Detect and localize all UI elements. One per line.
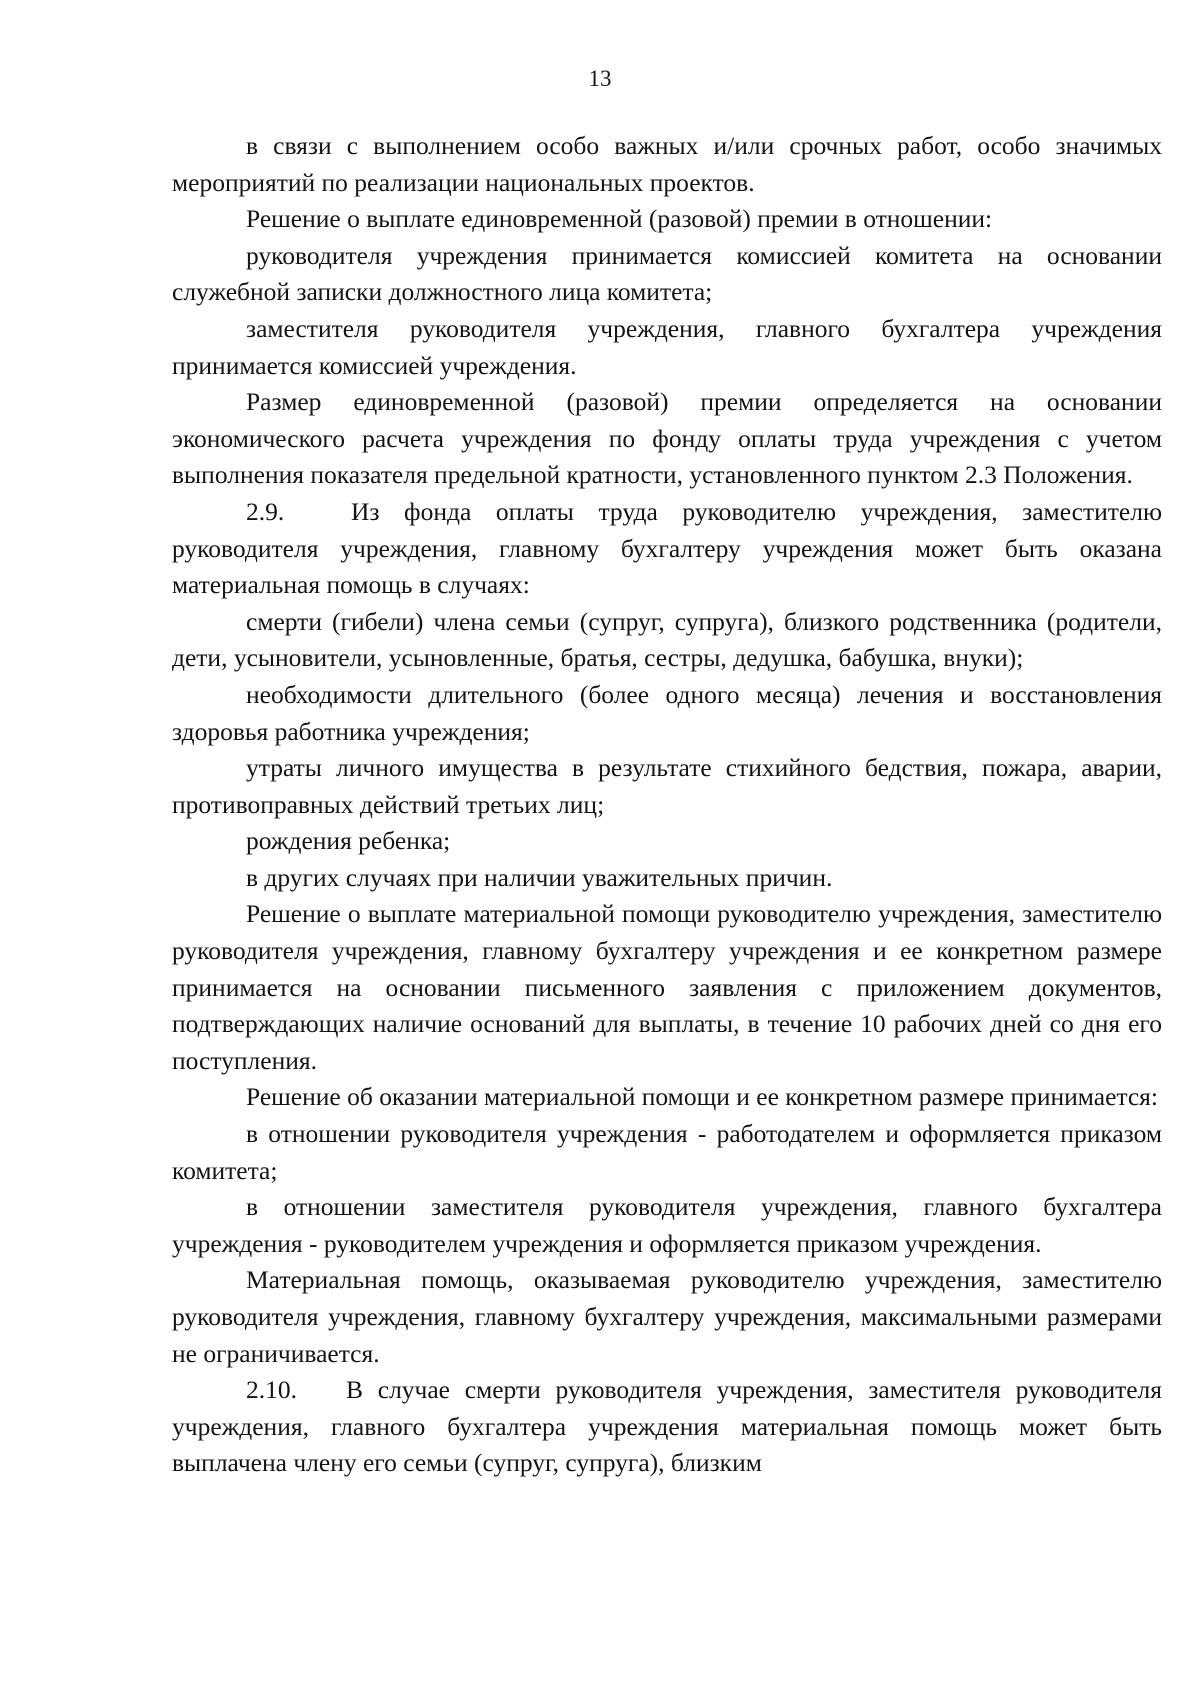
section-text: В случае смерти руководителя учреждения, заместителя руководителя учреждения, главного бухгалтера учреждения материальная помощь может быть выплачена члену его семьи (супруг, супруга), близким — [172, 1375, 1162, 1478]
paragraph-section-2-9 — [172, 494, 1162, 604]
paragraph-aid-head: в отношении руководителя учреждения - работодателем и оформляется приказом комитета; — [172, 1119, 1162, 1185]
paragraph-case-treatment: необходимости длительного (более одного месяца) лечения и восстановления здоровья работника учреждения; — [172, 679, 1162, 746]
paragraph-deputy-decision: заместителя руководителя учреждения, главного бухгалтера учреждения принимается комиссией учреждения. — [172, 313, 1162, 380]
paragraph-head-decision: руководителя учреждения принимается комиссией комитета на основании служебной записки должностного лица комитета; — [172, 240, 1162, 307]
paragraph-aid-decision-by: Решение об оказании материальной помощи и ее конкретном размере принимается: — [246, 1082, 1158, 1112]
document-body — [172, 128, 1162, 1482]
paragraph-case-property-loss: утраты личного имущества в результате стихийного бедствия, пожара, аварии, противоправных действий третьих лиц; — [172, 753, 1162, 819]
paragraph-premium-reason: в связи с выполнением особо важных и/или срочных работ, особо значимых мероприятий по реализации национальных проектов. — [172, 131, 1162, 197]
section-text: Из фонда оплаты труда руководителю учреждения, заместителю руководителя учреждения, главному бухгалтеру учреждения может быть оказана материальная помощь в случаях: — [172, 496, 1162, 600]
section-number: 2.9. — [246, 496, 285, 526]
paragraph-aid-deputy: в отношении заместителя руководителя учреждения, главного бухгалтера учреждения - руководителем учреждения и оформляется приказом учреждения. — [172, 1192, 1162, 1258]
paragraph-case-death: смерти (гибели) члена семьи (супруг, супруга), близкого родственника (родители, дети, усыновители, усыновленные, братья, сестры, дедушка, бабушка, внуки); — [172, 606, 1162, 673]
paragraph-section-2-10 — [172, 1372, 1162, 1482]
paragraph-premium-size: Размер единовременной (разовой) премии определяется на основании экономического расчета учреждения по фонду оплаты труда учреждения с учетом выполнения показателя предельной кратности, установленного пунктом 2.3 Положения. — [172, 387, 1162, 490]
paragraph-case-childbirth: рождения ребенка; — [246, 826, 451, 856]
paragraph-premium-decision: Решение о выплате единовременной (разовой) премии в отношении: — [246, 204, 993, 234]
page-number: 13 — [588, 66, 612, 91]
paragraph-aid-decision: Решение о выплате материальной помощи руководителю учреждения, заместителю руководителя учреждения, главному бухгалтеру учреждения и ее конкретном размере принимается на основании письменного заявления с приложением документов, подтверждающих наличие оснований для выплаты, в течение 10 рабочих дней со дня его поступления. — [172, 899, 1162, 1075]
section-number: 2.10. — [246, 1375, 297, 1405]
paragraph-case-other: в других случаях при наличии уважительных причин. — [246, 862, 833, 892]
paragraph-aid-unlimited: Материальная помощь, оказываемая руководителю учреждения, заместителю руководителя учреждения, главному бухгалтеру учреждения, максимальными размерами не ограничивается. — [172, 1265, 1162, 1368]
